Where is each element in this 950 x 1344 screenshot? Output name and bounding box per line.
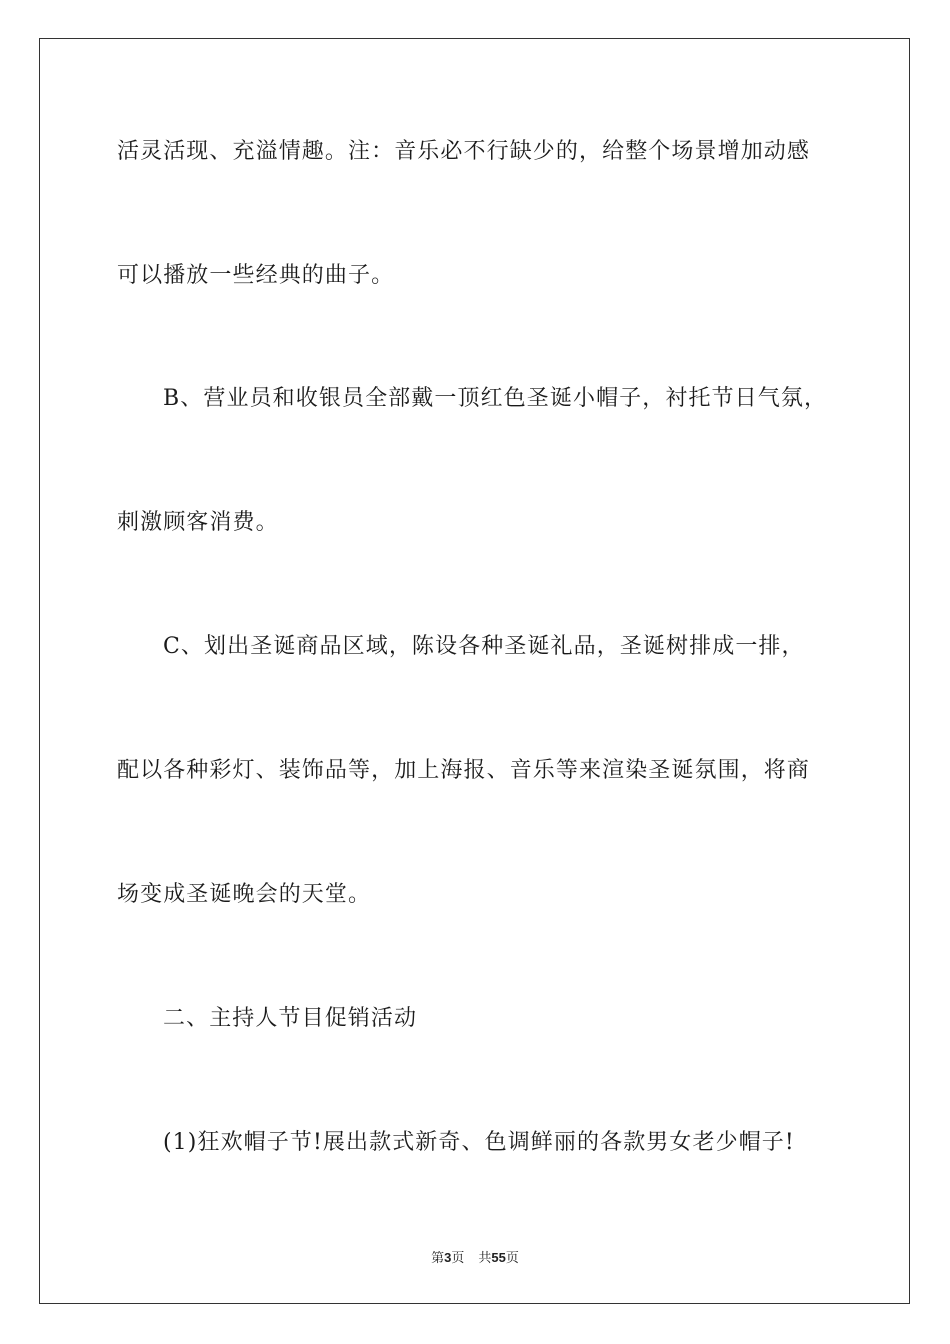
body-line-3: B、营业员和收银员全部戴一顶红色圣诞小帽子，衬托节日气氛，: [163, 386, 828, 411]
footer-total-prefix: 共: [478, 1251, 492, 1266]
footer-total-suffix: 页: [505, 1251, 519, 1266]
footer-page-number: 3: [444, 1250, 452, 1265]
footer-total-pages: 55: [491, 1250, 506, 1265]
body-line-9: (1)狂欢帽子节!展出款式新奇、色调鲜丽的各款男女老少帽子!: [163, 1130, 795, 1155]
section-heading: 二、主持人节目促销活动: [163, 1006, 418, 1031]
body-line-5: C、划出圣诞商品区域，陈设各种圣诞礼品，圣诞树排成一排，: [163, 634, 805, 659]
body-line-2: 可以播放一些经典的曲子。: [117, 263, 395, 288]
body-line-6: 配以各种彩灯、装饰品等，加上海报、音乐等来渲染圣诞氛围，将商: [117, 758, 811, 783]
body-line-1: 活灵活现、充溢情趣。注：音乐必不行缺少的，给整个场景增加动感: [117, 139, 811, 164]
page-footer: [0, 1247, 950, 1266]
body-line-4: 刺激顾客消费。: [117, 510, 279, 535]
footer-page-suffix: 页: [451, 1251, 465, 1266]
page-frame: [39, 38, 910, 1304]
footer-page-prefix: 第: [431, 1251, 445, 1266]
body-line-7: 场变成圣诞晚会的天堂。: [117, 882, 372, 907]
